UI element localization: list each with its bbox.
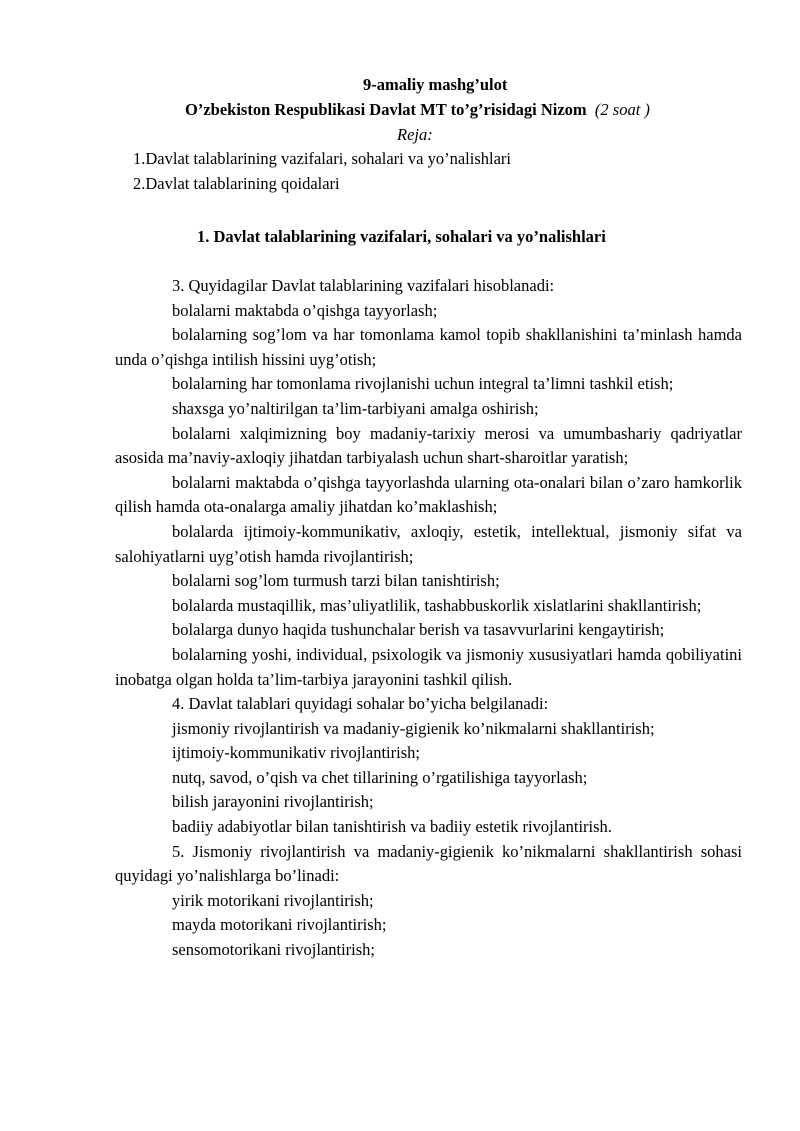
page-title: 9-amaliy mashg’ulot <box>363 75 508 94</box>
section-body <box>115 274 742 963</box>
duration-text: (2 soat ) <box>594 100 650 119</box>
paragraph: bolalarni maktabda o’qishga tayyorlash; <box>172 300 438 320</box>
paragraph: bolalarni maktabda o’qishga tayyorlashda ularning ota-onalari bilan o’zaro hamkorlik qilish hamda ota-onalarga amaliy jihatdan ko’maklashish; <box>115 472 742 517</box>
subtitle-text: O’zbekiston Respublikasi Davlat MT to’g’risidagi Nizom <box>185 100 587 119</box>
paragraph: bolalarda mustaqillik, mas’uliyatlilik, tashabbuskorlik xislatlarini shakllantirish; <box>172 595 702 615</box>
paragraph: 4. Davlat talablari quyidagi sohalar bo’yicha belgilanadi: <box>172 694 549 714</box>
paragraph: yirik motorikani rivojlantirish; <box>172 890 374 910</box>
paragraph: jismoniy rivojlantirish va madaniy-gigienik ko’nikmalarni shakllantirish; <box>172 718 655 738</box>
plan-item: 2.Davlat talablarining qoidalari <box>133 174 340 193</box>
paragraph: shaxsga yo’naltirilgan ta’lim-tarbiyani amalga oshirish; <box>172 398 539 418</box>
paragraph: bolalarda ijtimoiy-kommunikativ, axloqiy, estetik, intellektual, jismoniy sifat va salohiyatlarni uyg’otish hamda rivojlantirish; <box>115 521 742 566</box>
paragraph: bolalarning har tomonlama rivojlanishi uchun integral ta’limni tashkil etish; <box>172 374 674 394</box>
paragraph: badiiy adabiyotlar bilan tanishtirish va badiiy estetik rivojlantirish. <box>172 817 612 837</box>
page-subtitle <box>185 98 650 123</box>
paragraph: mayda motorikani rivojlantirish; <box>172 915 387 935</box>
plan-item: 1.Davlat talablarining vazifalari, sohalari va yo’nalishlari <box>133 149 511 168</box>
paragraph: ijtimoiy-kommunikativ rivojlantirish; <box>172 743 420 763</box>
paragraph: bolalarga dunyo haqida tushunchalar berish va tasavvurlarini kengaytirish; <box>172 620 665 640</box>
paragraph: 5. Jismoniy rivojlantirish va madaniy-gigienik ko’nikmalarni shakllantirish sohasi quyidagi yo’nalishlarga bo’linadi: <box>115 841 742 886</box>
paragraph: bolalarning yoshi, individual, psixologik va jismoniy xususiyatlari hamda qobiliyatini inobatga olgan holda ta’lim-tarbiya jarayonini tashkil qilish. <box>115 644 742 689</box>
paragraph: sensomotorikani rivojlantirish; <box>172 940 376 960</box>
paragraph: 3. Quyidagilar Davlat talablarining vazifalari hisoblanadi: <box>172 276 555 295</box>
paragraph: bolalarni xalqimizning boy madaniy-tarixiy merosi va umumbashariy qadriyatlar asosida ma’naviy-axloqiy jihatdan tarbiyalash uchun shart-sharoitlar yaratish; <box>115 423 742 468</box>
paragraph: nutq, savod, o’qish va chet tillarining o’rgatilishiga tayyorlash; <box>172 767 588 787</box>
paragraph: bilish jarayonini rivojlantirish; <box>172 792 374 812</box>
section-heading: 1. Davlat talablarining vazifalari, sohalari va yo’nalishlari <box>197 227 606 246</box>
plan-label: Reja: <box>397 125 433 144</box>
paragraph: bolalarning sog’lom va har tomonlama kamol topib shakllanishini ta’minlash hamda unda o’qishga intilish hissini uyg’otish; <box>115 325 742 369</box>
paragraph: bolalarni sog’lom turmush tarzi bilan tanishtirish; <box>172 571 500 591</box>
